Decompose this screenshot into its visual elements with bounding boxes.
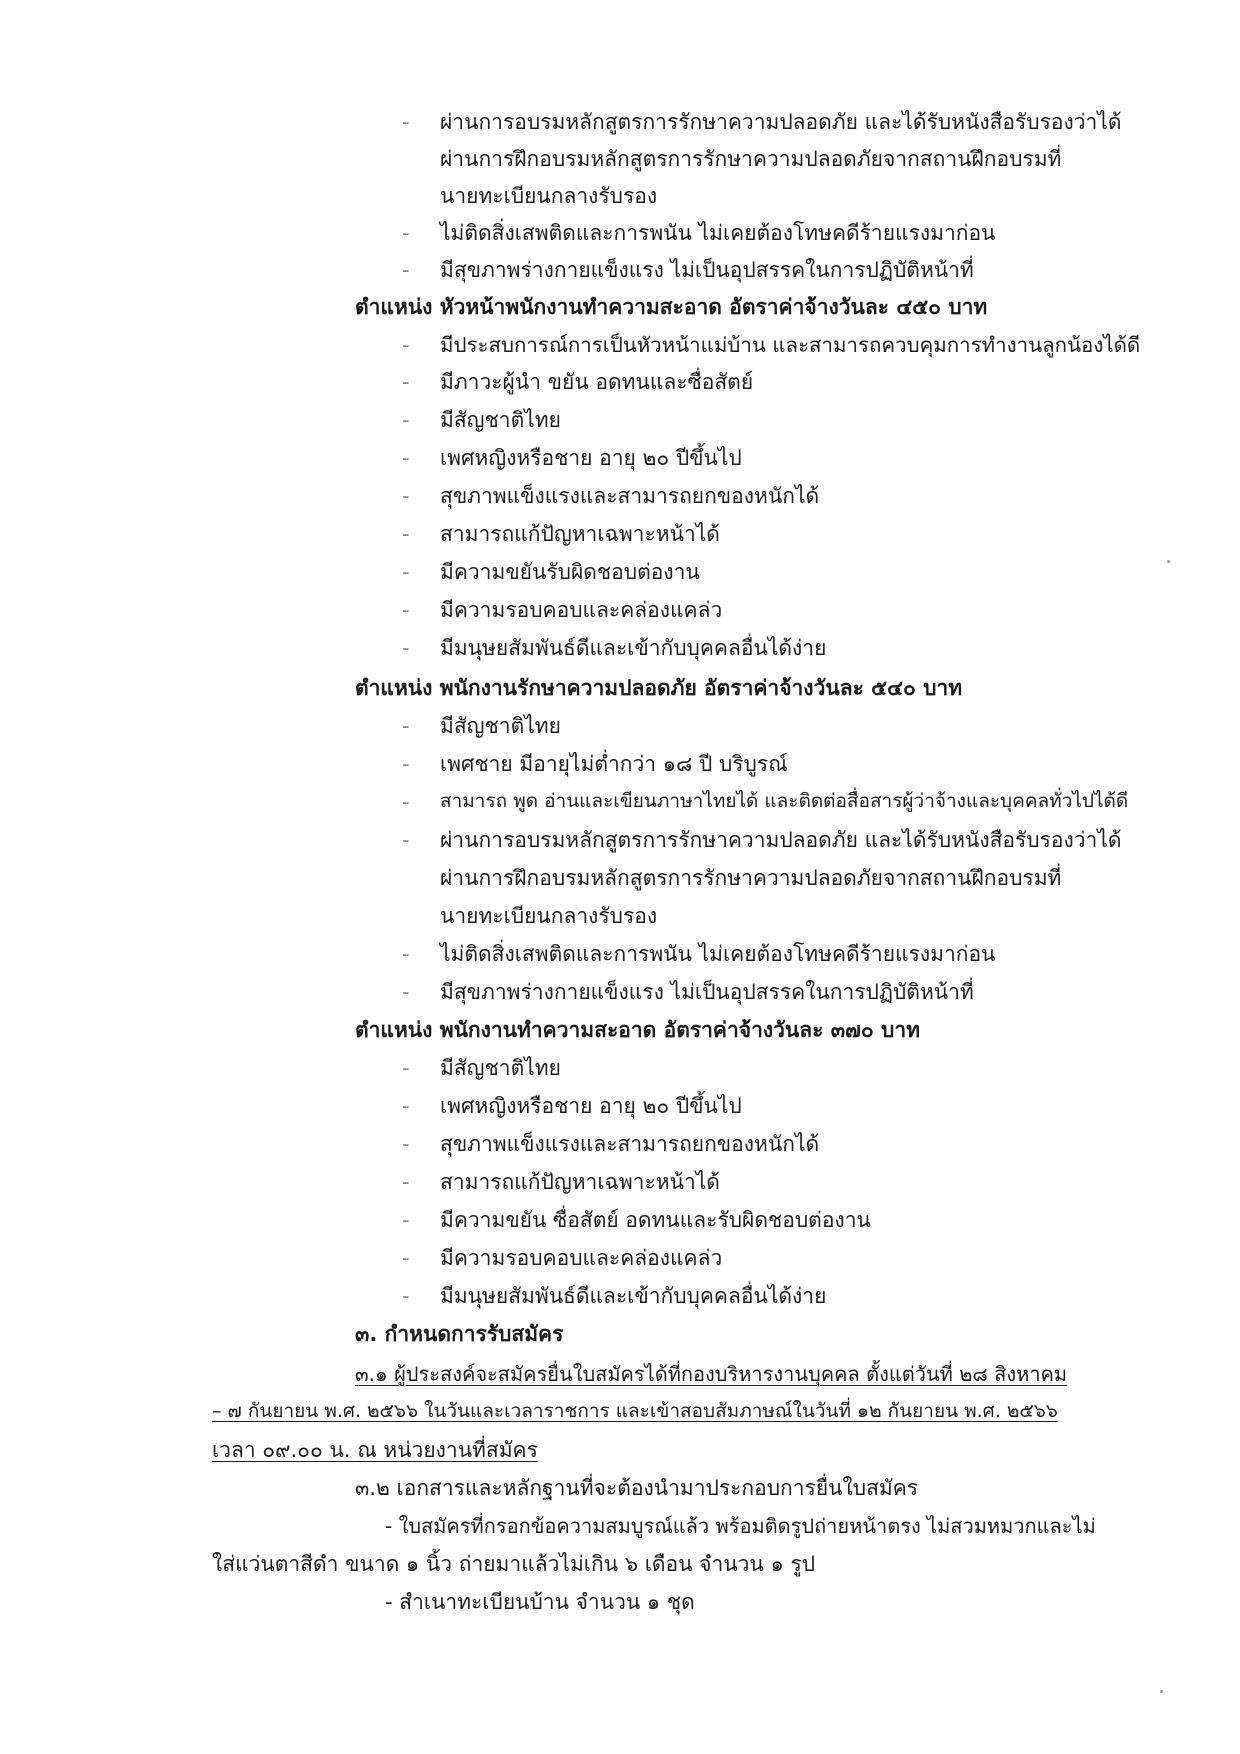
list-item: เพศชาย มีอายุไม่ต่ำกว่า ๑๘ ปี บริบูรณ์: [440, 752, 788, 776]
list-item: สามารถแก้ปัญหาเฉพาะหน้าได้: [440, 1170, 720, 1194]
list-item: สามารถ พูด อ่านและเขียนภาษาไทยได้ และติดต่อสื่อสารผู้ว่าจ้างและบุคคลทั่วไปได้ดี: [440, 790, 1129, 812]
bullet-dash: -: [402, 333, 410, 357]
list-item: ไม่ติดสิ่งเสพติดและการพนัน ไม่เคยต้องโทษคดีร้ายแรงมาก่อน: [440, 942, 996, 966]
bullet-dash: -: [402, 1284, 410, 1308]
list-item: มีสุขภาพร่างกายแข็งแรง ไม่เป็นอุปสรรคในการปฏิบัติหน้าที่: [440, 258, 974, 282]
list-item: มีสุขภาพร่างกายแข็งแรง ไม่เป็นอุปสรรคในการปฏิบัติหน้าที่: [440, 980, 974, 1004]
list-item: มีภาวะผู้นำ ขยัน อดทนและซื่อสัตย์: [440, 370, 754, 394]
bullet-dash: -: [402, 370, 410, 394]
paragraph-3-1-line: ๓.๑ ผู้ประสงค์จะสมัครยื่นใบสมัครได้ที่กองบริหารงานบุคคล ตั้งแต่วันที่ ๒๘ สิงหาคม: [355, 1362, 1068, 1386]
list-item: สุขภาพแข็งแรงและสามารถยกของหนักได้: [440, 484, 820, 508]
list-item: มีมนุษยสัมพันธ์ดีและเข้ากับบุคคลอื่นได้ง่าย: [440, 1284, 827, 1308]
section-heading: ๓. กำหนดการรับสมัคร: [355, 1322, 564, 1346]
list-item: ผ่านการอบรมหลักสูตรการรักษาความปลอดภัย และได้รับหนังสือรับรองว่าได้: [440, 828, 1122, 852]
bullet-dash: -: [402, 752, 410, 776]
list-item: มีสัญชาติไทย: [440, 714, 561, 738]
document-item-line: - ใบสมัครที่กรอกข้อความสมบูรณ์แล้ว พร้อมติดรูปถ่ายหน้าตรง ไม่สวมหมวกและไม่: [385, 1514, 1096, 1538]
list-item: ผ่านการอบรมหลักสูตรการรักษาความปลอดภัย และได้รับหนังสือรับรองว่าได้: [440, 110, 1122, 134]
bullet-dash: -: [402, 598, 410, 622]
bullet-dash: -: [402, 258, 410, 282]
position-heading: ตำแหน่ง พนักงานรักษาความปลอดภัย อัตราค่าจ้างวันละ ๕๔๐ บาท: [355, 676, 963, 700]
bullet-dash: -: [402, 221, 410, 245]
bullet-dash: -: [402, 1170, 410, 1194]
bullet-dash: -: [402, 714, 410, 738]
list-item: มีสัญชาติไทย: [440, 408, 561, 432]
list-item-continuation: ผ่านการฝึกอบรมหลักสูตรการรักษาความปลอดภัยจากสถานฝึกอบรมที่: [440, 866, 1062, 890]
scan-speck: [1167, 560, 1170, 563]
list-item: ไม่ติดสิ่งเสพติดและการพนัน ไม่เคยต้องโทษคดีร้ายแรงมาก่อน: [440, 221, 996, 245]
list-item: มีความขยันรับผิดชอบต่องาน: [440, 560, 700, 584]
list-item: เพศหญิงหรือชาย อายุ ๒๐ ปีขึ้นไป: [440, 446, 742, 470]
bullet-dash: -: [402, 110, 410, 134]
bullet-dash: -: [402, 408, 410, 432]
list-item: สามารถแก้ปัญหาเฉพาะหน้าได้: [440, 522, 720, 546]
position-heading: ตำแหน่ง หัวหน้าพนักงานทำความสะอาด อัตราค่าจ้างวันละ ๔๕๐ บาท: [355, 295, 988, 319]
list-item: มีความรอบคอบและคล่องแคล่ว: [440, 598, 723, 622]
list-item: มีประสบการณ์การเป็นหัวหน้าแม่บ้าน และสามารถควบคุมการทำงานลูกน้องได้ดี: [440, 333, 1141, 357]
bullet-dash: -: [402, 790, 410, 814]
list-item-continuation: ผ่านการฝึกอบรมหลักสูตรการรักษาความปลอดภัยจากสถานฝึกอบรมที่: [440, 147, 1062, 171]
list-item-continuation: นายทะเบียนกลางรับรอง: [440, 184, 658, 208]
scan-speck: [1160, 1690, 1163, 1693]
paragraph-3-2: ๓.๒ เอกสารและหลักฐานที่จะต้องนำมาประกอบการยื่นใบสมัคร: [355, 1476, 919, 1500]
paragraph-3-1-line: – ๗ กันยายน พ.ศ. ๒๕๖๖ ในวันและเวลาราชการ และเข้าสอบสัมภาษณ์ในวันที่ ๑๒ กันยายน พ.ศ. ๒๕๖๖: [212, 1400, 1058, 1422]
bullet-dash: -: [402, 1056, 410, 1080]
bullet-dash: -: [402, 1246, 410, 1270]
document-item-line: ใส่แว่นตาสีดำ ขนาด ๑ นิ้ว ถ่ายมาแล้วไม่เกิน ๖ เดือน จำนวน ๑ รูป: [212, 1552, 816, 1576]
position-heading: ตำแหน่ง พนักงานทำความสะอาด อัตราค่าจ้างวันละ ๓๗๐ บาท: [355, 1018, 920, 1042]
bullet-dash: -: [402, 1208, 410, 1232]
bullet-dash: -: [402, 980, 410, 1004]
list-item: มีความรอบคอบและคล่องแคล่ว: [440, 1246, 723, 1270]
bullet-dash: -: [402, 1094, 410, 1118]
document-item: - สำเนาทะเบียนบ้าน จำนวน ๑ ชุด: [385, 1590, 695, 1614]
bullet-dash: -: [402, 1132, 410, 1156]
list-item: มีสัญชาติไทย: [440, 1056, 561, 1080]
list-item: มีมนุษยสัมพันธ์ดีและเข้ากับบุคคลอื่นได้ง่าย: [440, 636, 827, 660]
list-item: มีความขยัน ซื่อสัตย์ อดทนและรับผิดชอบต่องาน: [440, 1208, 871, 1232]
bullet-dash: -: [402, 942, 410, 966]
list-item-continuation: นายทะเบียนกลางรับรอง: [440, 904, 658, 928]
bullet-dash: -: [402, 828, 410, 852]
bullet-dash: -: [402, 636, 410, 660]
list-item: สุขภาพแข็งแรงและสามารถยกของหนักได้: [440, 1132, 820, 1156]
paragraph-3-1-line: เวลา ๐๙.๐๐ น. ณ หน่วยงานที่สมัคร: [212, 1438, 538, 1462]
bullet-dash: -: [402, 522, 410, 546]
bullet-dash: -: [402, 560, 410, 584]
list-item: เพศหญิงหรือชาย อายุ ๒๐ ปีขึ้นไป: [440, 1094, 742, 1118]
bullet-dash: -: [402, 446, 410, 470]
bullet-dash: -: [402, 484, 410, 508]
